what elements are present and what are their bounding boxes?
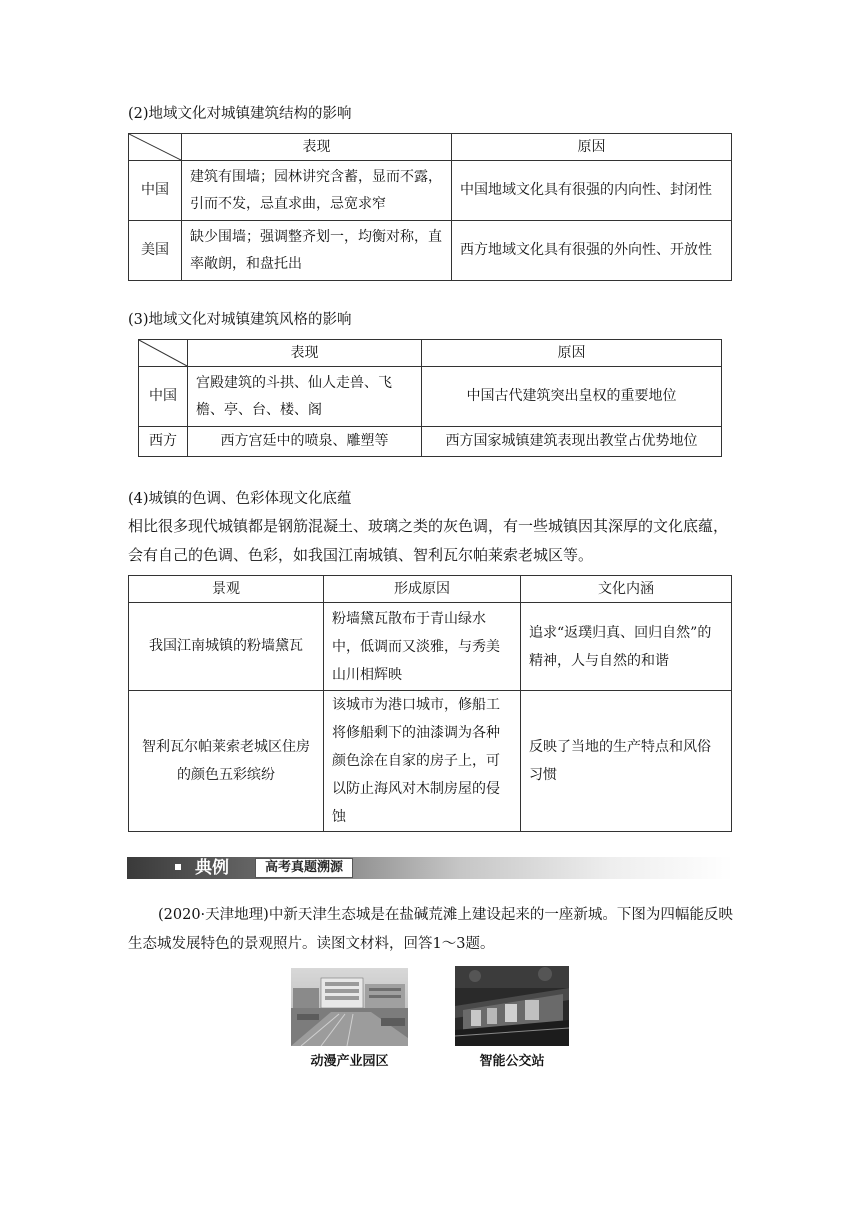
section4-paragraph: 相比很多现代城镇都是钢筋混凝土、玻璃之类的灰色调，有一些城镇因其深厚的文化底蕴，会有自己的色调、色彩，如我国江南城镇、智利瓦尔帕莱索老城区等。 [128,517,729,564]
header-expression: 表现 [182,134,452,161]
row-reason: 中国地域文化具有很强的内向性、封闭性 [452,161,732,221]
section4-table [128,575,732,832]
row-meaning: 追求“返璞归真、回归自然”的精神，人与自然的和谐 [521,603,732,691]
photo-smart-bus-station [455,966,569,1046]
photo-caption: 动漫产业园区 [310,1054,389,1069]
section3-heading: (3)地域文化对城镇建筑风格的影响 [128,312,352,328]
banner-title: 典例 [195,858,229,878]
section3-table [138,339,722,457]
section4-heading: (4)城镇的色调、色彩体现文化底蕴 [128,491,352,507]
row-reason: 中国古代建筑突出皇权的重要地位 [422,367,722,427]
row-label: 中国 [139,367,188,427]
section2-heading: (2)地域文化对城镇建筑结构的影响 [128,106,352,122]
row-label: 中国 [129,161,182,221]
photo-caption: 智能公交站 [479,1054,545,1069]
row-cause: 该城市为港口城市，修船工将修船剩下的油漆调为各种颜色涂在自家的房子上，可以防止海风对木制房屋的侵蚀 [324,691,521,832]
header-reason: 原因 [422,340,722,367]
header-expression: 表现 [188,340,422,367]
header-reason: 原因 [452,134,732,161]
example-banner [127,852,733,882]
banner-tag: 高考真题溯源 [255,858,353,878]
row-expression: 缺少围墙；强调整齐划一，均衡对称，直率敞朗，和盘托出 [182,221,452,281]
row-expression: 建筑有围墙；园林讲究含蓄，显而不露，引而不发，忌直求曲，忌宽求窄 [182,161,452,221]
diagonal-header-cell [139,340,188,367]
section2-table [128,133,732,281]
photo-animation-park [291,968,408,1046]
header-meaning: 文化内涵 [521,576,732,603]
row-landscape: 智利瓦尔帕莱索老城区住房的颜色五彩缤纷 [129,691,324,832]
row-landscape: 我国江南城镇的粉墙黛瓦 [129,603,324,691]
row-meaning: 反映了当地的生产特点和风俗习惯 [521,691,732,832]
row-reason: 西方国家城镇建筑表现出教堂占优势地位 [422,427,722,457]
diagonal-header-cell [129,134,182,161]
row-label: 美国 [129,221,182,281]
header-landscape: 景观 [129,576,324,603]
row-label: 西方 [139,427,188,457]
example-text: (2020·天津地理)中新天津生态城是在盐碱荒滩上建设起来的一座新城。下图为四幅能反映生态城发展特色的景观照片。读图文材料，回答1～3题。 [128,907,733,952]
row-expression: 宫殿建筑的斗拱、仙人走兽、飞檐、亭、台、楼、阁 [188,367,422,427]
row-cause: 粉墙黛瓦散布于青山绿水中，低调而又淡雅，与秀美山川相辉映 [324,603,521,691]
header-cause: 形成原因 [324,576,521,603]
row-reason: 西方地域文化具有很强的外向性、开放性 [452,221,732,281]
square-bullet-icon [175,864,181,870]
row-expression: 西方宫廷中的喷泉、雕塑等 [188,427,422,457]
